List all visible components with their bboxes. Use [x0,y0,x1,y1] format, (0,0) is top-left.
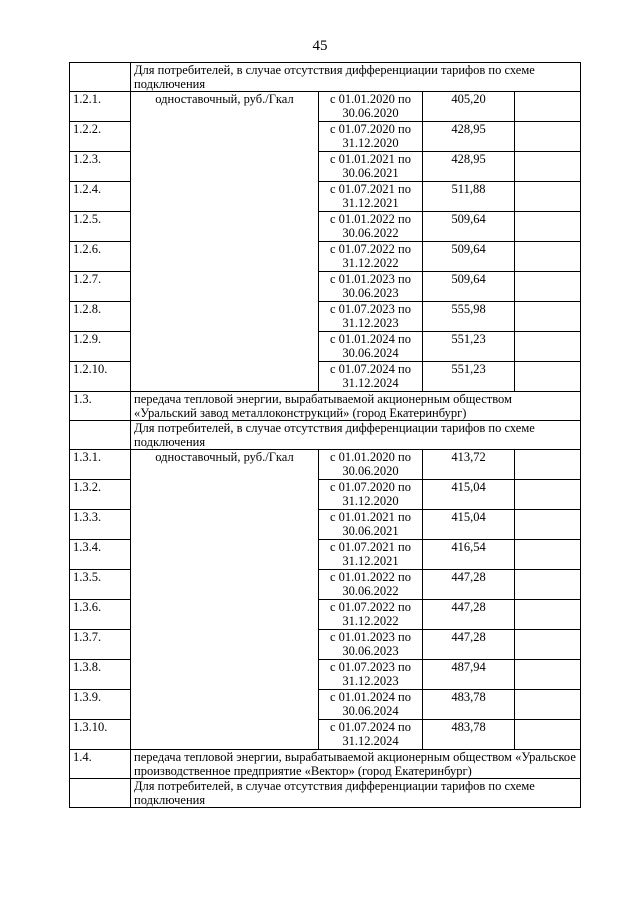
empty-cell [515,212,581,242]
tariff-value: 555,98 [423,302,515,332]
tariff-value: 509,64 [423,272,515,302]
tariff-unit: одноставочный, руб./Гкал [131,92,319,392]
empty-cell [515,302,581,332]
empty-cell [515,600,581,630]
tariff-value: 428,95 [423,122,515,152]
tariff-period: с 01.01.2023 по 30.06.2023 [319,630,423,660]
row-number: 1.2.8. [70,302,131,332]
tariff-value: 416,54 [423,540,515,570]
tariff-value: 413,72 [423,450,515,480]
tariff-period: с 01.07.2023 по 31.12.2023 [319,660,423,690]
empty-cell [515,540,581,570]
tariff-period: с 01.07.2022 по 31.12.2022 [319,600,423,630]
row-number: 1.3.6. [70,600,131,630]
tariff-period: с 01.01.2024 по 30.06.2024 [319,690,423,720]
empty-cell [515,92,581,122]
tariff-row [70,450,581,480]
empty-cell [515,272,581,302]
row-number: 1.2.2. [70,122,131,152]
tariff-value: 447,28 [423,570,515,600]
row-number: 1.3.1. [70,450,131,480]
tariff-value: 415,04 [423,510,515,540]
empty-cell [515,122,581,152]
tariff-value: 551,23 [423,362,515,392]
tariff-value: 483,78 [423,690,515,720]
empty-cell [515,570,581,600]
row-number: 1.3.3. [70,510,131,540]
row-number: 1.2.7. [70,272,131,302]
tariff-value: 511,88 [423,182,515,212]
section-header-row [70,421,581,450]
section-header-row [70,392,581,421]
section-header-row [70,779,581,808]
empty-cell [515,450,581,480]
section-heading: передача тепловой энергии, вырабатываемой акционерным обществом «Уральское производственное предприятие «Вектор» (город Екатеринбург) [131,750,581,779]
row-number: 1.3.8. [70,660,131,690]
empty-cell [515,660,581,690]
empty-cell [515,480,581,510]
row-number: 1.2.6. [70,242,131,272]
row-number: 1.2.4. [70,182,131,212]
tariff-period: с 01.01.2021 по 30.06.2021 [319,510,423,540]
tariff-period: с 01.01.2022 по 30.06.2022 [319,570,423,600]
empty-cell [515,332,581,362]
section-number [70,63,131,92]
row-number: 1.3.5. [70,570,131,600]
row-number: 1.2.1. [70,92,131,122]
tariff-value: 405,20 [423,92,515,122]
tariff-period: с 01.07.2022 по 31.12.2022 [319,242,423,272]
tariff-period: с 01.01.2021 по 30.06.2021 [319,152,423,182]
section-heading: Для потребителей, в случае отсутствия дифференциации тарифов по схеме подключения [131,779,581,808]
tariff-value: 483,78 [423,720,515,750]
tariff-period: с 01.01.2020 по 30.06.2020 [319,450,423,480]
tariff-value: 428,95 [423,152,515,182]
row-number: 1.3.2. [70,480,131,510]
tariff-period: с 01.07.2024 по 31.12.2024 [319,362,423,392]
empty-cell [515,362,581,392]
tariff-period: с 01.01.2020 по 30.06.2020 [319,92,423,122]
empty-cell [515,242,581,272]
section-header-row [70,750,581,779]
section-heading: Для потребителей, в случае отсутствия дифференциации тарифов по схеме подключения [131,421,581,450]
section-heading: Для потребителей, в случае отсутствия дифференциации тарифов по схеме подключения [131,63,581,92]
page-number: 45 [312,38,328,54]
tariff-period: с 01.01.2024 по 30.06.2024 [319,332,423,362]
tariff-value: 487,94 [423,660,515,690]
row-number: 1.2.9. [70,332,131,362]
tariff-period: с 01.07.2020 по 31.12.2020 [319,480,423,510]
tariff-period: с 01.01.2023 по 30.06.2023 [319,272,423,302]
tariff-period: с 01.07.2021 по 31.12.2021 [319,182,423,212]
tariff-value: 415,04 [423,480,515,510]
empty-cell [515,182,581,212]
tariff-row [70,92,581,122]
empty-cell [515,720,581,750]
section-heading: передача тепловой энергии, вырабатываемой акционерным обществом «Уральский завод металлоконструкций» (город Екатеринбург) [131,392,581,421]
empty-cell [515,630,581,660]
tariff-value: 551,23 [423,332,515,362]
tariff-value: 509,64 [423,242,515,272]
row-number: 1.3.10. [70,720,131,750]
tariff-value: 509,64 [423,212,515,242]
row-number: 1.2.5. [70,212,131,242]
tariff-period: с 01.07.2020 по 31.12.2020 [319,122,423,152]
row-number: 1.3.7. [70,630,131,660]
tariff-period: с 01.07.2024 по 31.12.2024 [319,720,423,750]
tariff-period: с 01.07.2023 по 31.12.2023 [319,302,423,332]
row-number: 1.3.9. [70,690,131,720]
empty-cell [515,690,581,720]
row-number: 1.2.10. [70,362,131,392]
section-number [70,421,131,450]
section-number [70,779,131,808]
section-header-row [70,63,581,92]
tariff-unit: одноставочный, руб./Гкал [131,450,319,750]
section-number: 1.4. [70,750,131,779]
tariff-value: 447,28 [423,600,515,630]
row-number: 1.2.3. [70,152,131,182]
tariff-period: с 01.07.2021 по 31.12.2021 [319,540,423,570]
tariff-table [69,62,581,808]
section-number: 1.3. [70,392,131,421]
tariff-period: с 01.01.2022 по 30.06.2022 [319,212,423,242]
row-number: 1.3.4. [70,540,131,570]
empty-cell [515,510,581,540]
empty-cell [515,152,581,182]
tariff-value: 447,28 [423,630,515,660]
